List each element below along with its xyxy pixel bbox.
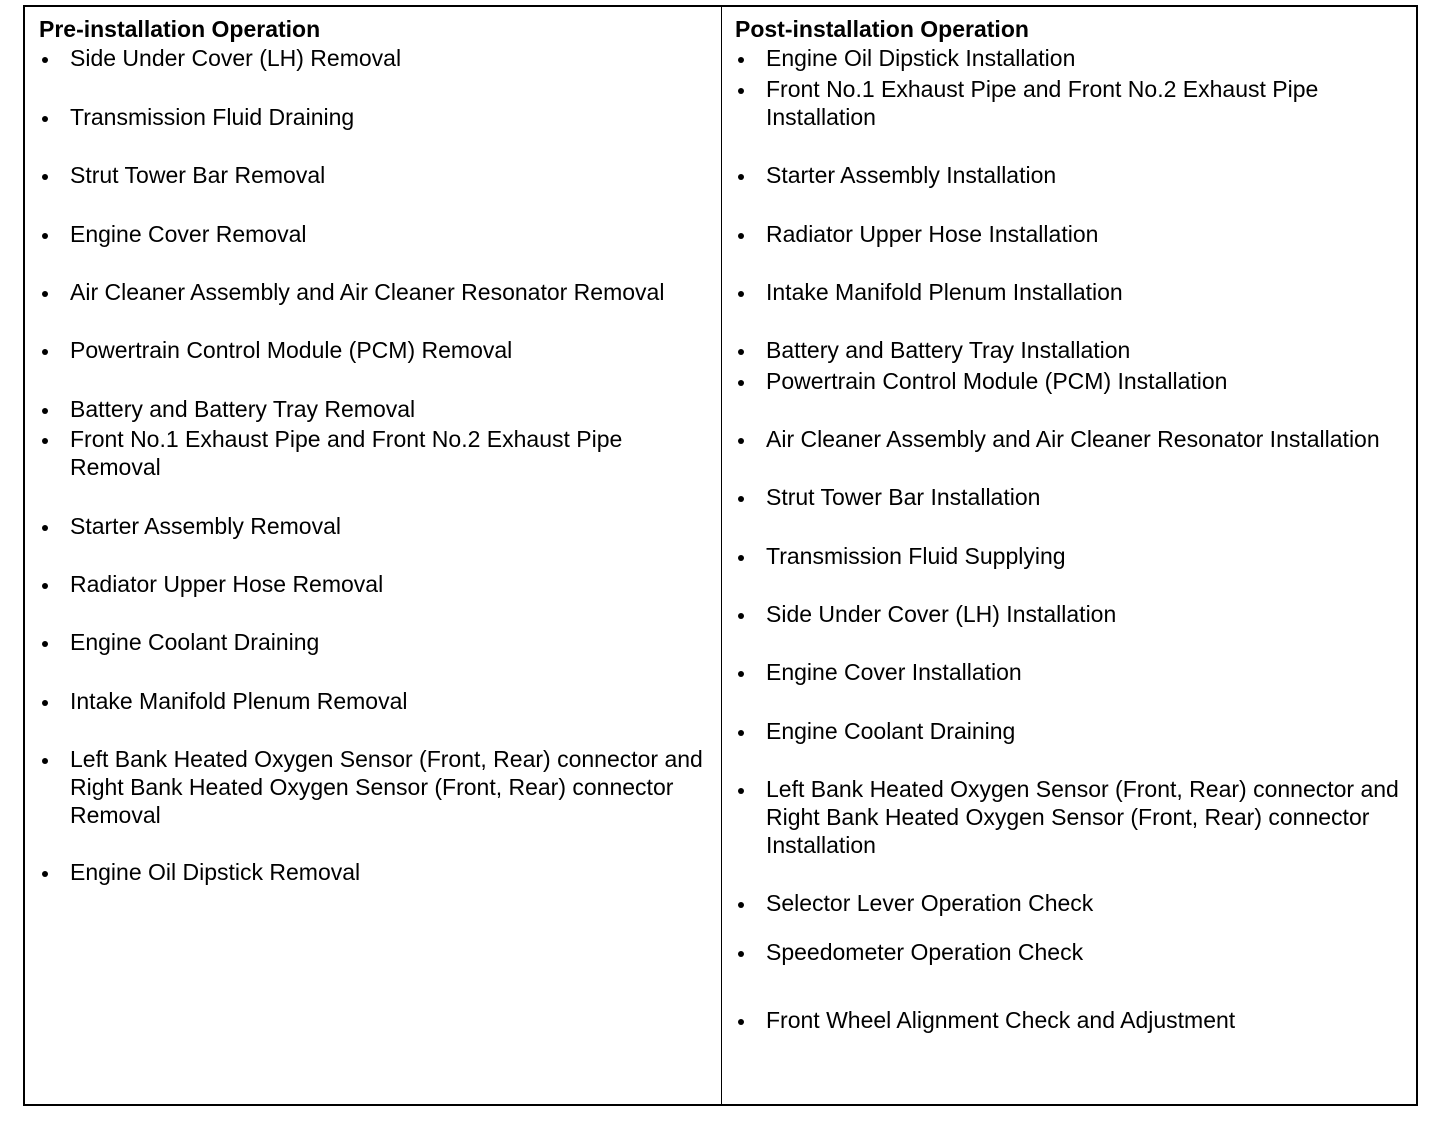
operations-table [23,5,1418,1106]
bullet-icon [39,103,69,131]
bullet-icon [39,44,69,72]
bullet-icon [735,367,765,395]
bullet-icon [735,600,765,628]
list-item: Front Wheel Alignment Check and Adjustment [735,1006,1411,1034]
list-item: Battery and Battery Tray Removal [39,395,713,423]
list-item: Transmission Fluid Supplying [735,542,1411,570]
list-item: Air Cleaner Assembly and Air Cleaner Resonator Removal [39,278,679,306]
bullet-icon [735,938,765,966]
bullet-icon [735,425,765,453]
list-item: Strut Tower Bar Removal [39,161,713,189]
bullet-icon [735,775,765,803]
post-installation-header: Post-installation Operation [735,16,1029,42]
bullet-icon [39,395,69,423]
bullet-icon [735,1006,765,1034]
list-item: Engine Oil Dipstick Installation [735,44,1411,72]
list-item: Intake Manifold Plenum Installation [735,278,1411,306]
bullet-icon [735,889,765,917]
list-item: Front No.1 Exhaust Pipe and Front No.2 Exhaust Pipe Removal [39,425,699,481]
bullet-icon [735,336,765,364]
list-item: Engine Cover Installation [735,658,1411,686]
list-item: Battery and Battery Tray Installation [735,336,1411,364]
bullet-icon [735,75,765,103]
list-item: Starter Assembly Installation [735,161,1411,189]
list-item: Strut Tower Bar Installation [735,483,1411,511]
bullet-icon [735,483,765,511]
bullet-icon [735,717,765,745]
bullet-icon [39,628,69,656]
pre-installation-header: Pre-installation Operation [39,16,321,42]
bullet-icon [39,220,69,248]
bullet-icon [735,44,765,72]
list-item: Engine Coolant Draining [39,628,713,656]
list-item: Left Bank Heated Oxygen Sensor (Front, Rear) connector and Right Bank Heated Oxygen Sensor (Front, Rear) connector Installation [735,775,1411,859]
list-item: Speedometer Operation Check [735,938,1411,966]
list-item: Powertrain Control Module (PCM) Removal [39,336,713,364]
bullet-icon [39,745,69,773]
list-item: Transmission Fluid Draining [39,103,713,131]
list-item: Air Cleaner Assembly and Air Cleaner Resonator Installation [735,425,1393,453]
pre-installation-column [25,7,721,1104]
bullet-icon [39,570,69,598]
bullet-icon [735,278,765,306]
bullet-icon [735,542,765,570]
list-item: Engine Cover Removal [39,220,713,248]
list-item: Starter Assembly Removal [39,512,713,540]
list-item: Left Bank Heated Oxygen Sensor (Front, Rear) connector and Right Bank Heated Oxygen Sensor (Front, Rear) connector Removal [39,745,713,829]
bullet-icon [39,858,69,886]
list-item: Intake Manifold Plenum Removal [39,687,713,715]
bullet-icon [735,658,765,686]
bullet-icon [39,336,69,364]
list-item: Selector Lever Operation Check [735,889,1411,917]
bullet-icon [39,512,69,540]
bullet-icon [39,425,69,453]
list-item: Side Under Cover (LH) Removal [39,44,713,72]
bullet-icon [39,278,69,306]
list-item: Engine Coolant Draining [735,717,1411,745]
bullet-icon [735,161,765,189]
post-installation-column [722,7,1418,1104]
bullet-icon [39,687,69,715]
list-item: Side Under Cover (LH) Installation [735,600,1411,628]
list-item: Radiator Upper Hose Removal [39,570,713,598]
list-item: Radiator Upper Hose Installation [735,220,1411,248]
list-item: Powertrain Control Module (PCM) Installation [735,367,1411,395]
list-item: Front No.1 Exhaust Pipe and Front No.2 Exhaust Pipe Installation [735,75,1375,131]
bullet-icon [735,220,765,248]
bullet-icon [39,161,69,189]
list-item: Engine Oil Dipstick Removal [39,858,713,886]
